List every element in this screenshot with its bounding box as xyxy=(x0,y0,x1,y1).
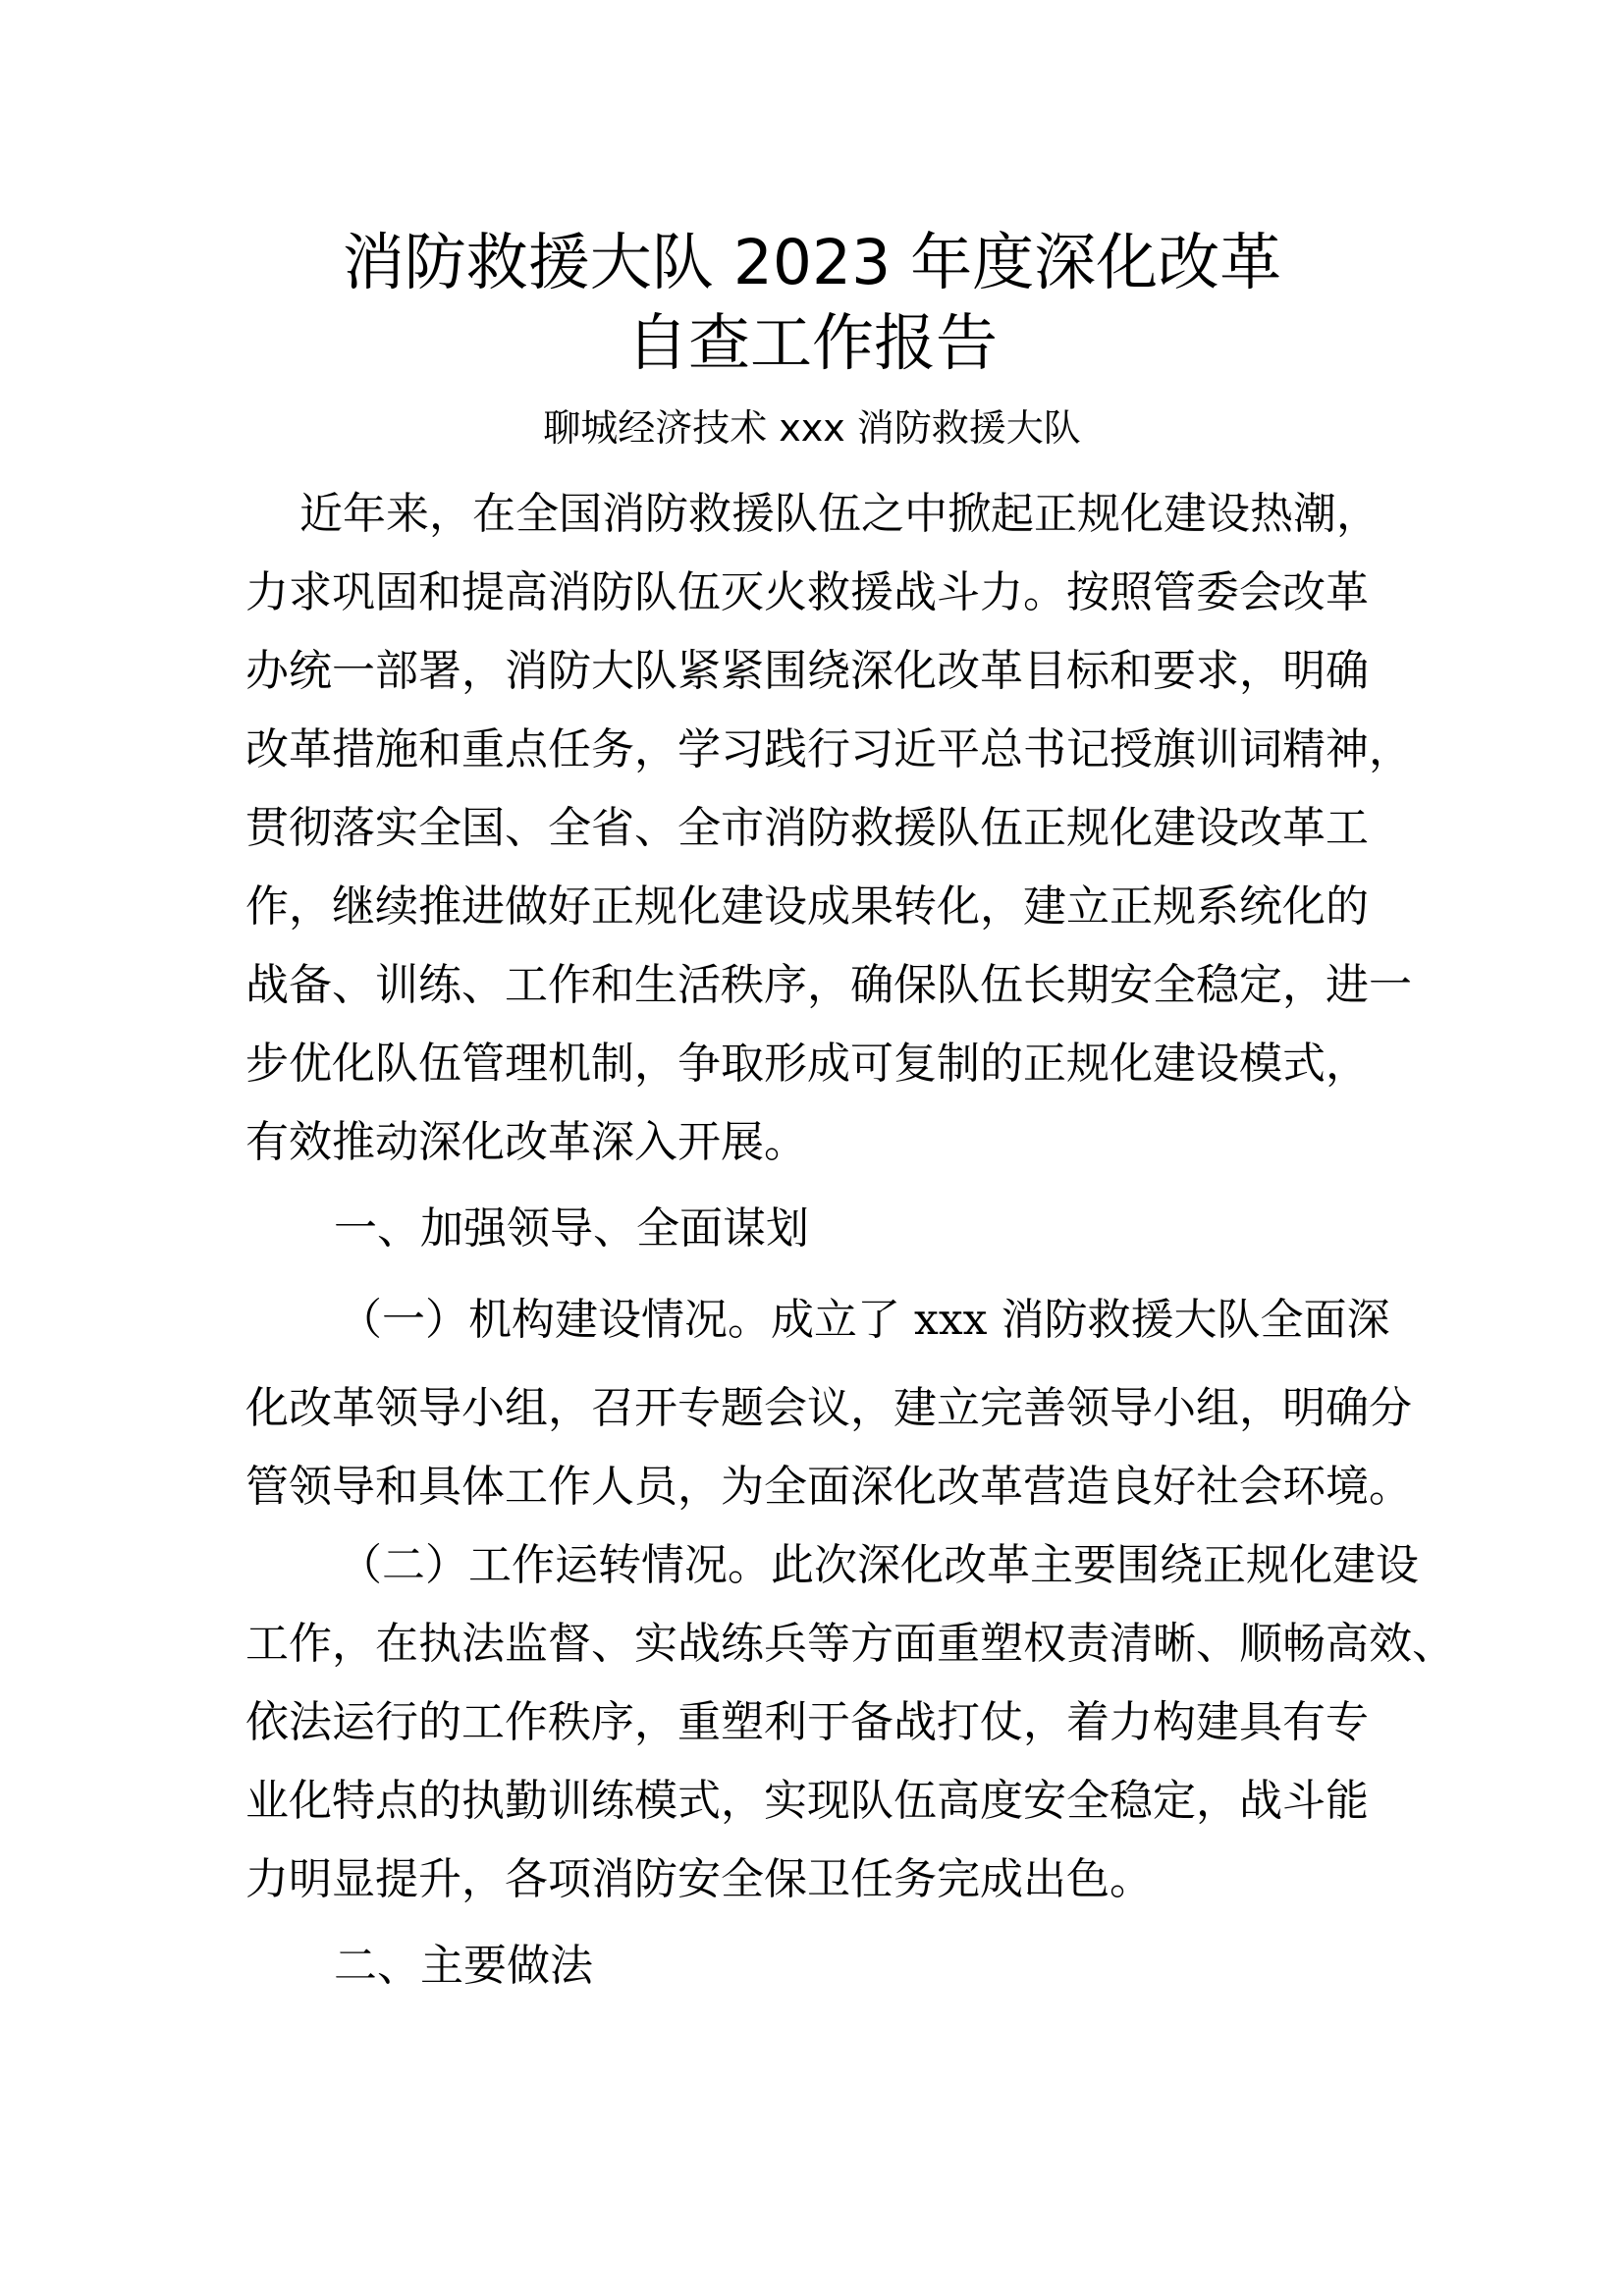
paragraph-line: 力明显提升，各项消防安全保卫任务完成出色。 xyxy=(245,1854,1153,1904)
paragraph-line: 依法运行的工作秩序，重塑利于备战打仗，着力构建具有专 xyxy=(245,1697,1369,1747)
paragraph-line: 化改革领导小组，召开专题会议，建立完善领导小组，明确分 xyxy=(245,1383,1412,1433)
paragraph-line: 办统一部署，消防大队紧紧围绕深化改革目标和要求，明确 xyxy=(245,646,1369,696)
paragraph-line: 作，继续推进做好正规化建设成果转化，建立正规系统化的 xyxy=(245,881,1369,932)
paragraph-line: 工作，在执法监督、实战练兵等方面重塑权责清晰、顺畅高效、 xyxy=(245,1619,1455,1669)
document-subtitle: 聊城经济技术 xxx 消防救援大队 xyxy=(543,406,1081,450)
document-title-line-1: 消防救援大队 2023 年度深化改革 xyxy=(342,227,1282,298)
section-heading: 一、加强领导、全面谋划 xyxy=(334,1203,809,1254)
paragraph-line: 步优化队伍管理机制，争取形成可复制的正规化建设模式， xyxy=(245,1039,1369,1089)
paragraph-line: （二）工作运转情况。此次深化改革主要围绕正规化建设 xyxy=(339,1540,1419,1590)
paragraph-line: 业化特点的执勤训练模式，实现队伍高度安全稳定，战斗能 xyxy=(245,1776,1369,1826)
paragraph-line-with-name xyxy=(339,1289,1389,1352)
paragraph-line: 战备、训练、工作和生活秩序，确保队伍长期安全稳定，进一 xyxy=(245,960,1412,1010)
document-title-line-2: 自查工作报告 xyxy=(626,307,998,379)
paragraph-line: 管领导和具体工作人员，为全面深化改革营造良好社会环境。 xyxy=(245,1462,1412,1512)
paragraph-line: 改革措施和重点任务，学习践行习近平总书记授旗训词精神， xyxy=(245,724,1412,774)
paragraph-line: 有效推动深化改革深入开展。 xyxy=(245,1117,807,1167)
paragraph-line-text: 消防救援大队全面深 xyxy=(987,1295,1390,1345)
paragraph-line: 力求巩固和提高消防队伍灭火救援战斗力。按照管委会改革 xyxy=(245,567,1369,617)
section-heading: 二、主要做法 xyxy=(334,1941,593,1991)
paragraph-line: 贯彻落实全国、全省、全市消防救援队伍正规化建设改革工 xyxy=(245,803,1369,853)
paragraph-line: 近年来，在全国消防救援队伍之中掀起正规化建设热潮， xyxy=(299,489,1380,539)
unit-placeholder-text: xxx xyxy=(914,1295,988,1345)
paragraph-line-text: （一）机构建设情况。成立了 xyxy=(339,1295,914,1345)
